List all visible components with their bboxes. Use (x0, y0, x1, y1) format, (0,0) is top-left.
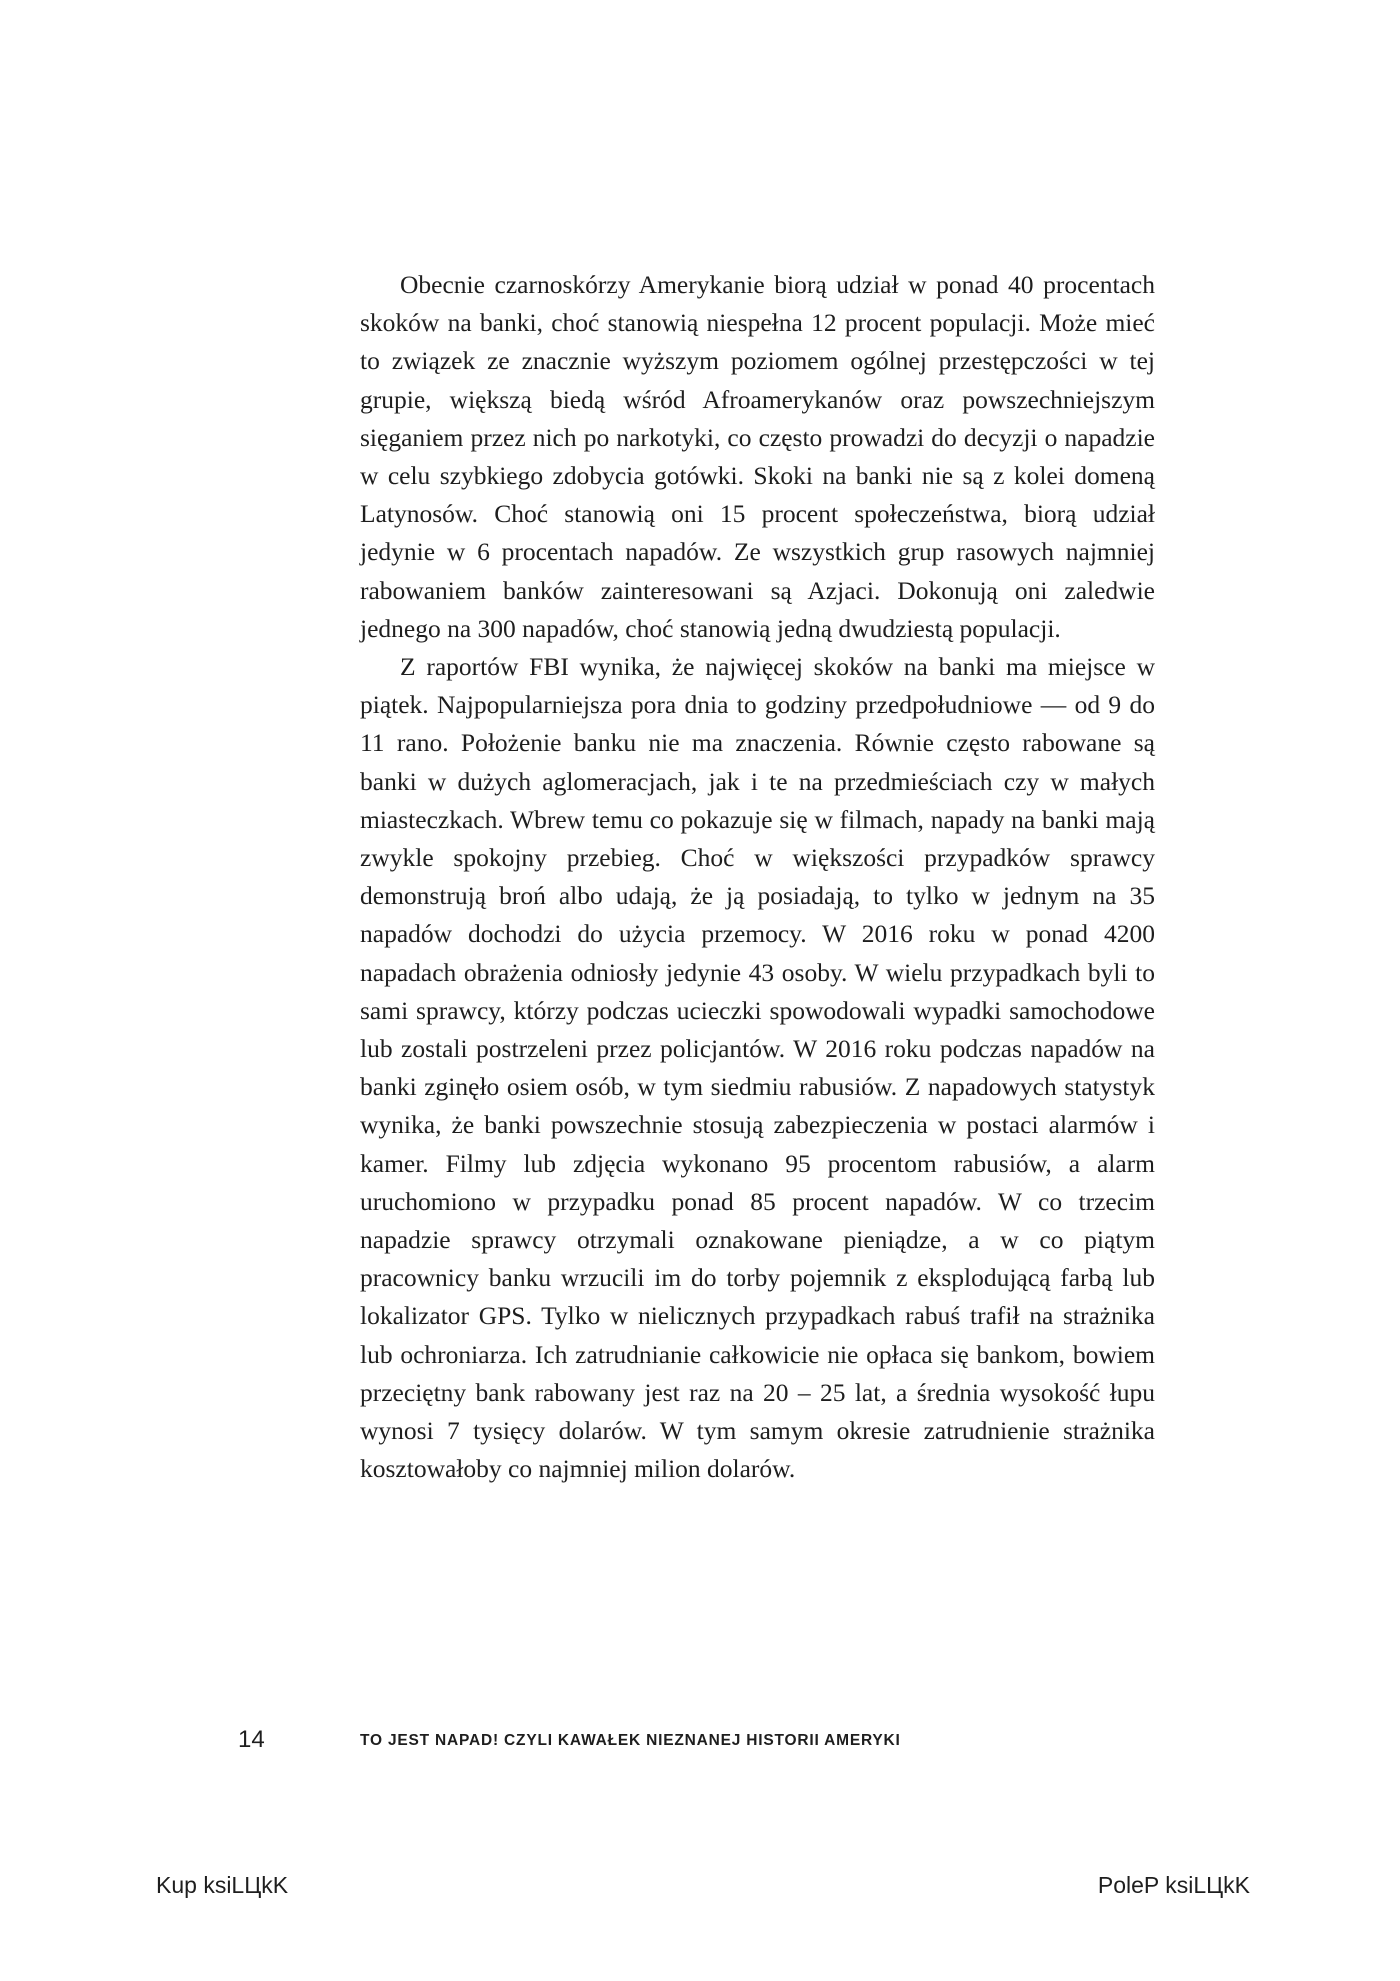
paragraph-2: Z raportów FBI wynika, że najwięcej skoków na banki ma miejsce w piątek. Najpopularniejsza pora dnia to godziny przedpołudniowe — od 9 do 11 rano. Położenie banku nie ma znaczenia. Równie często rabowane są banki w dużych aglomeracjach, jak i te na przedmieściach czy w małych miasteczkach. Wbrew temu co pokazuje się w filmach, napady na banki mają zwykle spokojny przebieg. Choć w większości przypadków sprawcy demonstrują broń albo udają, że ją posiadają, to tylko w jednym na 35 napadów dochodzi do użycia przemocy. W 2016 roku w ponad 4200 napadach obrażenia odniosły jedynie 43 osoby. W wielu przypadkach byli to sami sprawcy, którzy podczas ucieczki spowodowali wypadki samochodowe lub zostali postrzeleni przez policjantów. W 2016 roku podczas napadów na banki zginęło osiem osób, w tym siedmiu rabusiów. Z napadowych statystyk wynika, że banki powszechnie stosują zabezpieczenia w postaci alarmów i kamer. Filmy lub zdjęcia wykonano 95 procentom rabusiów, a alarm uruchomiono w przypadku ponad 85 procent napadów. W co trzecim napadzie sprawcy otrzymali oznakowane pieniądze, a w co piątym pracownicy banku wrzucili im do torby pojemnik z eksplodującą farbą lub lokalizator GPS. Tylko w nielicznych przypadkach rabuś trafił na strażnika lub ochroniarza. Ich zatrudnianie całkowicie nie opłaca się bankom, bowiem przeciętny bank rabowany jest raz na 20 – 25 lat, a średnia wysokość łupu wynosi 7 tysięcy dolarów. W tym samym okresie zatrudnienie strażnika kosztowałoby co najmniej milion dolarów. (360, 652, 1155, 1484)
page-number: 14 (238, 1726, 265, 1753)
page-body-text (360, 266, 1155, 1489)
buy-book-link[interactable]: Kup ksiLЦkK (156, 1872, 289, 1898)
page-footer (0, 1723, 1400, 1757)
recommend-book-link[interactable]: PoleP ksiLЦkK (1097, 1872, 1250, 1898)
paragraph-1: Obecnie czarnoskórzy Amerykanie biorą udział w ponad 40 procentach skoków na banki, choć stanowią niespełna 12 procent populacji. Może mieć to związek ze znacznie wyższym poziomem ogólnej przestępczości w tej grupie, większą biedą wśród Afroamerykanów oraz powszechniejszym sięganiem przez nich po narkotyki, co często prowadzi do decyzji o napadzie w celu szybkiego zdobycia gotówki. Skoki na banki nie są z kolei domeną Latynosów. Choć stanowią oni 15 procent społeczeństwa, biorą udział jedynie w 6 procentach napadów. Ze wszystkich grup rasowych najmniej rabowaniem banków zainteresowani są Azjaci. Dokonują oni zaledwie jednego na 300 napadów, choć stanowią jedną dwudziestą populacji. (360, 270, 1155, 643)
running-title: TO JEST NAPAD! CZYLI KAWAŁEK NIEZNANEJ HISTORII AMERYKI (360, 1732, 901, 1749)
